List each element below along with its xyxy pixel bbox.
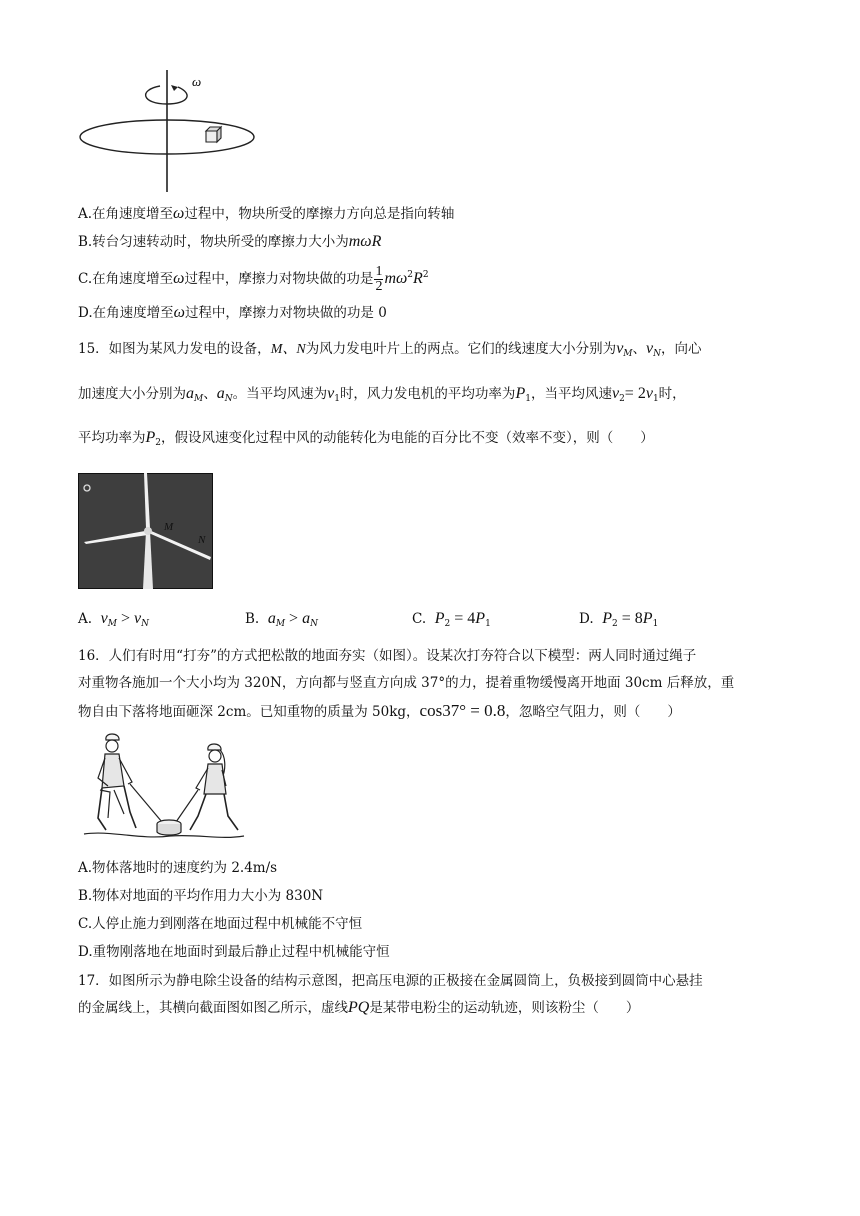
q16-option-a: A.物体落地时的速度约为 2.4m/s	[78, 860, 278, 876]
block-icon	[206, 127, 221, 142]
q14-option-c: C.在角速度增至ω过程中，摩擦力对物块做的功是 $\frac{1}{2}$ $m\omega^2R^2$	[78, 264, 429, 294]
q16-stem-line2: 对重物各施加一个大小均为 320N，方向都与竖直方向成 37°的力，提着重物缓慢离开地面 30cm 后释放，重	[78, 675, 735, 691]
q15-option-a: A. $v_M > v_N$	[78, 610, 149, 629]
q17-stem-line2: 的金属线上，其横向截面图如图乙所示，虚线PQ是某带电粉尘的运动轨迹，则该粉尘（ ）	[78, 999, 640, 1016]
q16-option-d: D.重物刚落地在地面时到最后静止过程中机械能守恒	[78, 944, 390, 960]
turntable-figure	[78, 70, 278, 195]
q15-option-d: D. $P_2 = 8P_1$	[579, 610, 659, 629]
q15-stem-line1: 15．如图为某风力发电的设备，M、N为风力发电叶片上的两点。它们的线速度大小分别为$v_M$、$v_N$，向心	[78, 340, 702, 359]
q15-stem-line2: 加速度大小分别为$a_M$、$a_N$。当平均风速为$v_1$时，风力发电机的平均功率为$P_1$，当平均风速$v_2= 2v_1$时，	[78, 385, 686, 404]
q16-option-b: B.物体对地面的平均作用力大小为 830N	[78, 888, 324, 904]
q15-option-b: B. $a_M > a_N$	[245, 610, 318, 629]
point-n-label: N	[198, 534, 206, 546]
point-m-label: M	[164, 521, 174, 533]
omega-label: ω	[192, 74, 202, 89]
q14-option-d: D.在角速度增至ω过程中，摩擦力对物块做的功是 0	[78, 304, 387, 321]
tamping-figure	[80, 730, 245, 845]
q15-stem-line3: 平均功率为$P_2$，假设风速变化过程中风的动能转化为电能的百分比不变（效率不变），则（ ）	[78, 429, 654, 448]
q16-stem-line3: 物自由下落将地面砸深 2cm。已知重物的质量为 50kg，cos37° = 0.8，忽略空气阻力，则（ ）	[78, 701, 681, 720]
q15-option-c: C. $P_2 = 4P_1$	[412, 610, 491, 629]
q16-option-c: C.人停止施力到刚落在地面过程中机械能不守恒	[78, 916, 363, 932]
q16-stem-line1: 16．人们有时用“打夯”的方式把松散的地面夯实（如图）。设某次打夯符合以下模型：两人同时通过绳子	[78, 648, 697, 664]
q14-option-b: B.转台匀速转动时，物块所受的摩擦力大小为mωR	[78, 233, 382, 250]
q14-option-a: A.在角速度增至ω过程中，物块所受的摩擦力方向总是指向转轴	[78, 205, 455, 222]
q17-stem-line1: 17．如图所示为静电除尘设备的结构示意图，把高压电源的正极接在金属圆筒上，负极接到圆筒中心悬挂	[78, 973, 703, 989]
wind-turbine-figure	[78, 473, 213, 589]
